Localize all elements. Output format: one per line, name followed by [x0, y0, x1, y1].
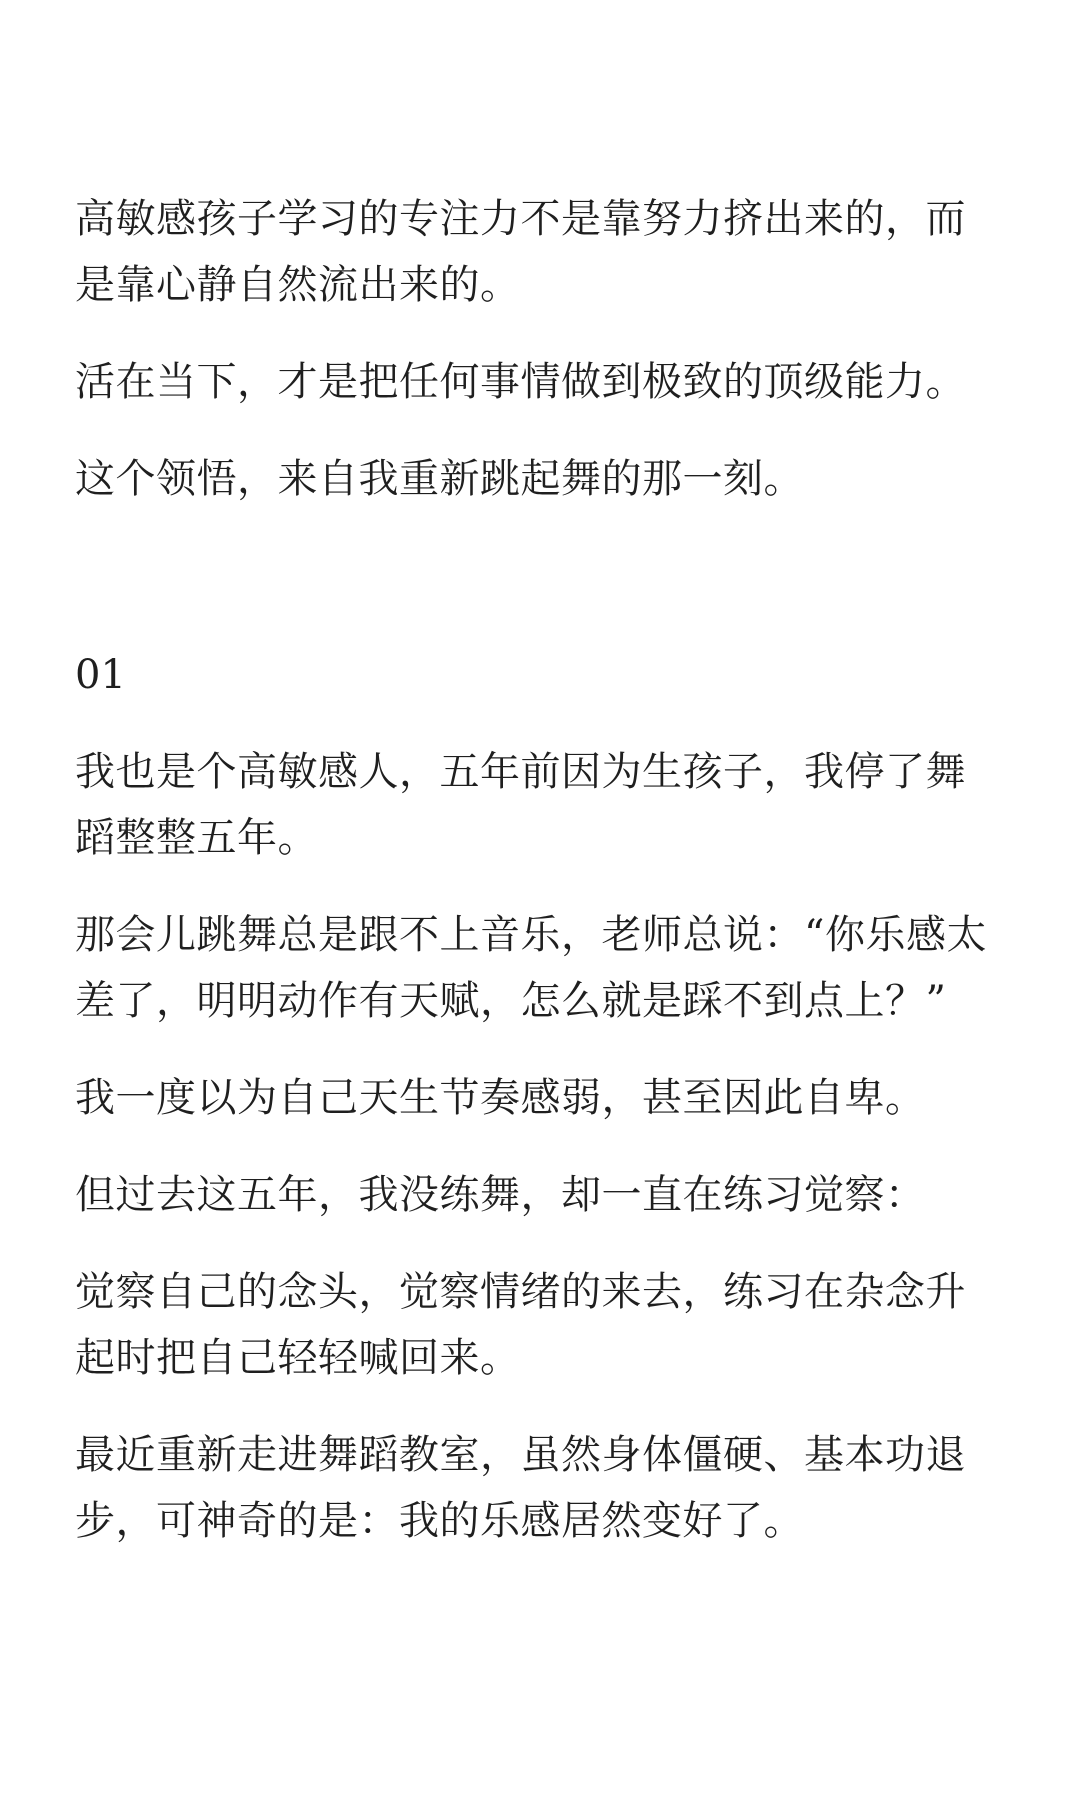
intro-paragraph-2: 活在当下，才是把任何事情做到极致的顶级能力。: [75, 359, 966, 405]
intro-paragraph-1: 高敏感孩子学习的专注力不是靠努力挤出来的，而是靠心静自然流出来的。: [75, 196, 966, 308]
section-paragraph-3: 我一度以为自己天生节奏感弱，甚至因此自卑。: [75, 1075, 926, 1121]
article-body: [75, 186, 1005, 1585]
section-paragraph-6: 最近重新走进舞蹈教室，虽然身体僵硬、基本功退步，可神奇的是：我的乐感居然变好了。: [75, 1432, 966, 1544]
section-paragraph-1: 我也是个高敏感人，五年前因为生孩子，我停了舞蹈整整五年。: [75, 749, 966, 861]
section-paragraph-5: 觉察自己的念头，觉察情绪的来去，练习在杂念升起时把自己轻轻喊回来。: [75, 1269, 966, 1381]
section-paragraph-4: 但过去这五年，我没练舞，却一直在练习觉察：: [75, 1172, 926, 1218]
section-paragraph-2: 那会儿跳舞总是跟不上音乐，老师总说：“你乐感太差了，明明动作有天赋，怎么就是踩不到点上？”: [75, 912, 987, 1024]
section-number: 01: [75, 652, 126, 698]
intro-paragraph-3: 这个领悟，来自我重新跳起舞的那一刻。: [75, 456, 804, 502]
